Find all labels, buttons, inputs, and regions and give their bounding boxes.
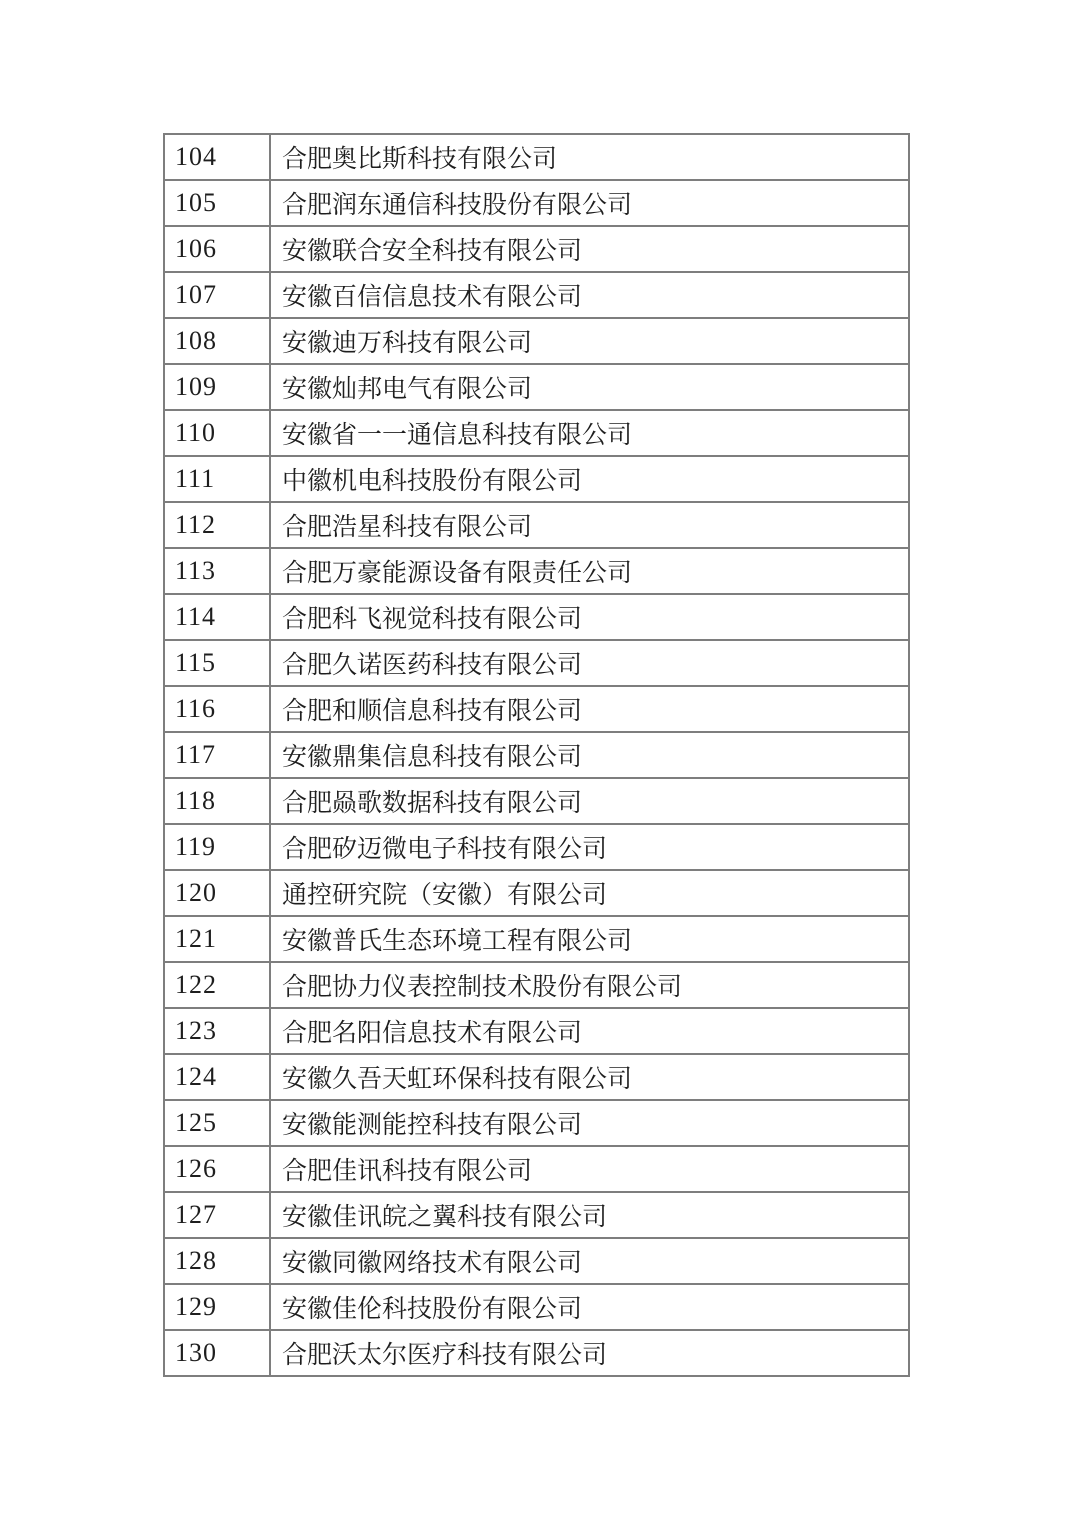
company-name-cell: 合肥协力仪表控制技术股份有限公司 bbox=[270, 962, 909, 1008]
company-name-cell: 安徽鼎集信息科技有限公司 bbox=[270, 732, 909, 778]
table-row bbox=[164, 548, 909, 594]
table-row bbox=[164, 410, 909, 456]
row-number-cell: 111 bbox=[164, 456, 270, 502]
table-row bbox=[164, 1284, 909, 1330]
company-name-cell: 安徽能测能控科技有限公司 bbox=[270, 1100, 909, 1146]
table-row bbox=[164, 870, 909, 916]
company-name-cell: 安徽同徽网络技术有限公司 bbox=[270, 1238, 909, 1284]
table-row bbox=[164, 502, 909, 548]
company-name-cell: 合肥万豪能源设备有限责任公司 bbox=[270, 548, 909, 594]
company-name-cell: 中徽机电科技股份有限公司 bbox=[270, 456, 909, 502]
row-number-cell: 120 bbox=[164, 870, 270, 916]
company-name-cell: 合肥沃太尔医疗科技有限公司 bbox=[270, 1330, 909, 1376]
row-number-cell: 119 bbox=[164, 824, 270, 870]
row-number-cell: 104 bbox=[164, 134, 270, 180]
company-name-cell: 合肥赑歌数据科技有限公司 bbox=[270, 778, 909, 824]
company-name-cell: 合肥奥比斯科技有限公司 bbox=[270, 134, 909, 180]
row-number-cell: 114 bbox=[164, 594, 270, 640]
company-list-table bbox=[163, 133, 910, 1377]
row-number-cell: 105 bbox=[164, 180, 270, 226]
row-number-cell: 117 bbox=[164, 732, 270, 778]
company-list-body bbox=[164, 134, 909, 1376]
company-name-cell: 安徽佳讯皖之翼科技有限公司 bbox=[270, 1192, 909, 1238]
row-number-cell: 129 bbox=[164, 1284, 270, 1330]
table-row bbox=[164, 732, 909, 778]
row-number-cell: 123 bbox=[164, 1008, 270, 1054]
row-number-cell: 113 bbox=[164, 548, 270, 594]
row-number-cell: 112 bbox=[164, 502, 270, 548]
company-name-cell: 安徽佳伦科技股份有限公司 bbox=[270, 1284, 909, 1330]
table-row bbox=[164, 1054, 909, 1100]
company-name-cell: 合肥矽迈微电子科技有限公司 bbox=[270, 824, 909, 870]
table-row bbox=[164, 1100, 909, 1146]
row-number-cell: 118 bbox=[164, 778, 270, 824]
row-number-cell: 108 bbox=[164, 318, 270, 364]
company-name-cell: 通控研究院（安徽）有限公司 bbox=[270, 870, 909, 916]
row-number-cell: 130 bbox=[164, 1330, 270, 1376]
table-row bbox=[164, 180, 909, 226]
row-number-cell: 106 bbox=[164, 226, 270, 272]
company-name-cell: 合肥润东通信科技股份有限公司 bbox=[270, 180, 909, 226]
table-row bbox=[164, 640, 909, 686]
company-name-cell: 安徽久吾天虹环保科技有限公司 bbox=[270, 1054, 909, 1100]
company-name-cell: 安徽联合安全科技有限公司 bbox=[270, 226, 909, 272]
table-row bbox=[164, 686, 909, 732]
company-name-cell: 合肥科飞视觉科技有限公司 bbox=[270, 594, 909, 640]
row-number-cell: 126 bbox=[164, 1146, 270, 1192]
table-row bbox=[164, 364, 909, 410]
table-row bbox=[164, 272, 909, 318]
company-name-cell: 合肥佳讯科技有限公司 bbox=[270, 1146, 909, 1192]
row-number-cell: 121 bbox=[164, 916, 270, 962]
table-row bbox=[164, 1330, 909, 1376]
table-row bbox=[164, 1008, 909, 1054]
table-row bbox=[164, 962, 909, 1008]
row-number-cell: 107 bbox=[164, 272, 270, 318]
table-row bbox=[164, 916, 909, 962]
table-row bbox=[164, 1146, 909, 1192]
company-name-cell: 安徽迪万科技有限公司 bbox=[270, 318, 909, 364]
row-number-cell: 125 bbox=[164, 1100, 270, 1146]
table-row bbox=[164, 456, 909, 502]
row-number-cell: 116 bbox=[164, 686, 270, 732]
company-name-cell: 合肥浩星科技有限公司 bbox=[270, 502, 909, 548]
row-number-cell: 124 bbox=[164, 1054, 270, 1100]
company-name-cell: 安徽普氏生态环境工程有限公司 bbox=[270, 916, 909, 962]
row-number-cell: 122 bbox=[164, 962, 270, 1008]
row-number-cell: 128 bbox=[164, 1238, 270, 1284]
row-number-cell: 115 bbox=[164, 640, 270, 686]
row-number-cell: 109 bbox=[164, 364, 270, 410]
company-name-cell: 合肥和顺信息科技有限公司 bbox=[270, 686, 909, 732]
company-name-cell: 合肥久诺医药科技有限公司 bbox=[270, 640, 909, 686]
row-number-cell: 127 bbox=[164, 1192, 270, 1238]
company-name-cell: 安徽百信信息技术有限公司 bbox=[270, 272, 909, 318]
table-row bbox=[164, 594, 909, 640]
table-row bbox=[164, 1238, 909, 1284]
company-name-cell: 合肥名阳信息技术有限公司 bbox=[270, 1008, 909, 1054]
table-row bbox=[164, 778, 909, 824]
table-row bbox=[164, 1192, 909, 1238]
row-number-cell: 110 bbox=[164, 410, 270, 456]
table-row bbox=[164, 824, 909, 870]
table-row bbox=[164, 318, 909, 364]
company-name-cell: 安徽灿邦电气有限公司 bbox=[270, 364, 909, 410]
table-row bbox=[164, 226, 909, 272]
company-name-cell: 安徽省一一通信息科技有限公司 bbox=[270, 410, 909, 456]
table-row bbox=[164, 134, 909, 180]
